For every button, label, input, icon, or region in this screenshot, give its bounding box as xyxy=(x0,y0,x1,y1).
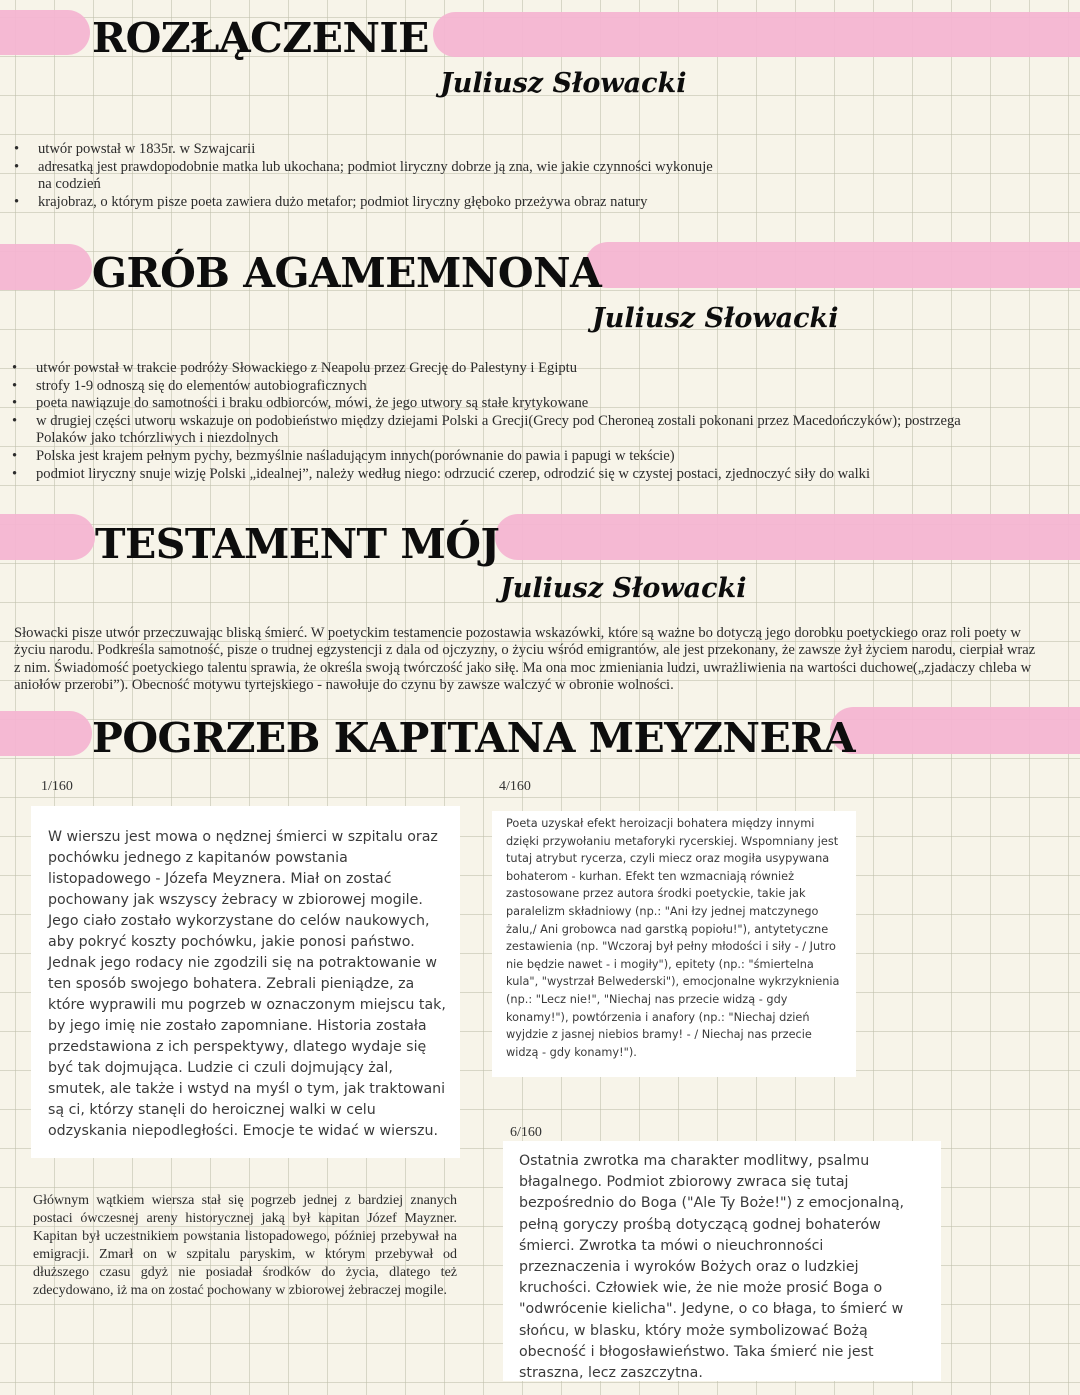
highlight-bar-left xyxy=(0,10,90,55)
highlight-bar-left xyxy=(0,514,95,560)
highlight-bar-right xyxy=(830,707,1080,754)
page-label: 4/160 xyxy=(499,779,531,794)
section-author: Juliusz Słowacki xyxy=(440,68,687,99)
section-title-testament-moj: TESTAMENT MÓJ xyxy=(95,520,500,568)
highlight-bar-left xyxy=(0,244,92,290)
list-item: • podmiot liryczny snuje wizję Polski „idealnej”, należy według niego: odrzucić czerep, odrodzić się w czystej postaci, zjednoczyć siły do walki xyxy=(12,466,972,484)
list-item: • krajobraz, o którym pisze poeta zawiera dużo metafor; podmiot liryczny głęboko przeżywa obraz natury xyxy=(14,194,714,212)
list-item: • w drugiej części utworu wskazuje on podobieństwo między dziejami Polski a Grecji(Grecy pod Cheroneą zostali pokonani przez Macedończyków); postrzega Polaków jako tchórzliwych i niezdolnych xyxy=(12,413,972,448)
note-card-text: Poeta uzyskał efekt heroizacji bohatera między innymi dzięki przywołaniu metaforyki rycerskiej. Wspomniany jest tutaj atrybut rycerza, czyli miecz oraz mogiła usypywana bohaterom - kurhan. Efekt ten wzmacniają również zastosowane przez autora środki poetyckie, takie jak paralelizm składniowy (np.: "Ani łzy jednej matczynego żalu,/ Ani grobowca nad garstką popiołu!"), antytetyczne zestawienia (np. "Wczoraj był pełny młodości i siły - / Jutro nie będzie nawet - i mogiły"), epitety (np.: "śmiertelna kula", "wystrzał Belwederski"), emocjonalne wykrzyknienia (np.: "Lecz nie!", "Niechaj nas przecie widzą - gdy konamy!"), powtórzenia i anafory (np.: "Niechaj dzień wyjdzie z jasnej niebios bramy! - / Niechaj nas przecie widzą - gdy konamy!"). xyxy=(506,817,840,1059)
page-label: 1/160 xyxy=(41,779,73,794)
bullet-list xyxy=(12,360,972,483)
note-card xyxy=(492,811,856,1077)
section-title-rozlaczenie: ROZŁĄCZENIE xyxy=(92,14,429,62)
section-author: Juliusz Słowacki xyxy=(592,303,839,334)
highlight-bar-right xyxy=(585,242,1080,288)
note-card xyxy=(503,1141,941,1381)
testament-paragraph: Słowacki pisze utwór przeczuwając bliską śmierć. W poetyckim testamencie pozostawia wskazówki, które są ważne bo dotyczą jego dorobku poetyckiego oraz roli poety w życiu narodu. Podkreśla samotność, pisze o trudnej egzystencji z dala od ojczyzny, o życiu wśród emigrantów, ale jest przekonany, że zawsze żył życiem narodu, cierpiał wraz z nim. Świadomość poetyckiego talentu sprawia, że określa swoją twórczość jako siłę. Ma ona moc zmieniania ludzi, uwrażliwienia na wartości duchowe(„zjadaczy chleba w aniołów przerobi”). Obecność motywu tyrtejskiego - nawołuje do czynu by zawsze walczyć w obronie wolności. xyxy=(14,625,1036,694)
note-card-text: W wierszu jest mowa o nędznej śmierci w szpitalu oraz pochówku jednego z kapitanów powstania listopadowego - Józefa Meyznera. Miał on zostać pochowany jak wszyscy żebracy w zbiorowej mogile. Jego ciało zostało wykorzystane do celów naukowych, aby pokryć koszty pochówku, jakie ponosi państwo. Jednak jego rodacy nie zgodzili się na potraktowanie w ten sposób swojego bohatera. Zebrali pieniądze, za które wyprawili mu pogrzeb w oznaczonym miejscu tak, by jego imię nie zostało zapomniane. Historia została przedstawiona z ich perspektywy, dlatego wydaje się być tak dojmująca. Ludzie ci czuli dojmujący żal, smutek, ale także i wstyd na myśl o tym, jak traktowani są ci, którzy stanęli do heroicznej walki w celu odzyskania niepodległości. Emocje te widać w wierszu. xyxy=(48,829,446,1139)
summary-paragraph: Głównym wątkiem wiersza stał się pogrzeb jednej z bardziej znanych postaci ówczesnej areny historycznej jaką był kapitan Józef Mayzner. Kapitan był uczestnikiem powstania listopadowego, później przebywał na emigracji. Zmarł on w szpitalu paryskim, w którym przebywał od dłuższego czasu gdyż nie posiadał środków do życia, dlatego też zdecydowano, iż ma on zostać pochowany w zbiorowej żebraczej mogile. xyxy=(33,1193,457,1298)
note-card-text: Ostatnia zwrotka ma charakter modlitwy, psalmu błagalnego. Podmiot zbiorowy zwraca się tutaj bezpośrednio do Boga ("Ale Ty Boże!") z emocjonalną, pełną goryczy prośbą dotyczącą godnej bohaterów śmierci. Zwrotka ta mówi o nieuchronności przeznaczenia i wyroków Bożych oraz o ludzkiej kruchości. Człowiek wie, że nie może prosić Boga o "odwrócenie kielicha". Jedyne, o co błaga, to śmierć w słońcu, w blasku, który może symbolizować Bożą obecność i błogosławieństwo. Taka śmierć nie jest straszna, lecz zaszczytna. xyxy=(519,1153,905,1382)
bullet-list xyxy=(14,141,714,211)
section-title-grob-agamemnona: GRÓB AGAMEMNONA xyxy=(92,249,602,297)
list-item: • adresatką jest prawdopodobnie matka lub ukochana; podmiot liryczny dobrze ją zna, wie jakie czynności wykonuje na codzień xyxy=(14,159,714,194)
list-item: • strofy 1-9 odnoszą się do elementów autobiograficznych xyxy=(12,378,972,396)
note-card xyxy=(31,806,460,1158)
list-item: • Polska jest krajem pełnym pychy, bezmyślnie naśladującym innych(porównanie do pawia i papugi w tekście) xyxy=(12,448,972,466)
section-title-pogrzeb-kapitana-meyznera: POGRZEB KAPITANA MEYZNERA xyxy=(92,714,856,762)
highlight-bar-right xyxy=(495,514,1080,560)
list-item: • utwór powstał w 1835r. w Szwajcarii xyxy=(14,141,714,159)
list-item: • utwór powstał w trakcie podróży Słowackiego z Neapolu przez Grecję do Palestyny i Egiptu xyxy=(12,360,972,378)
section-author: Juliusz Słowacki xyxy=(500,573,747,604)
list-item: • poeta nawiązuje do samotności i braku odbiorców, mówi, że jego utwory są stałe krytykowane xyxy=(12,395,972,413)
highlight-bar-left xyxy=(0,711,92,756)
highlight-bar-right xyxy=(433,12,1080,57)
page-label: 6/160 xyxy=(510,1125,542,1140)
